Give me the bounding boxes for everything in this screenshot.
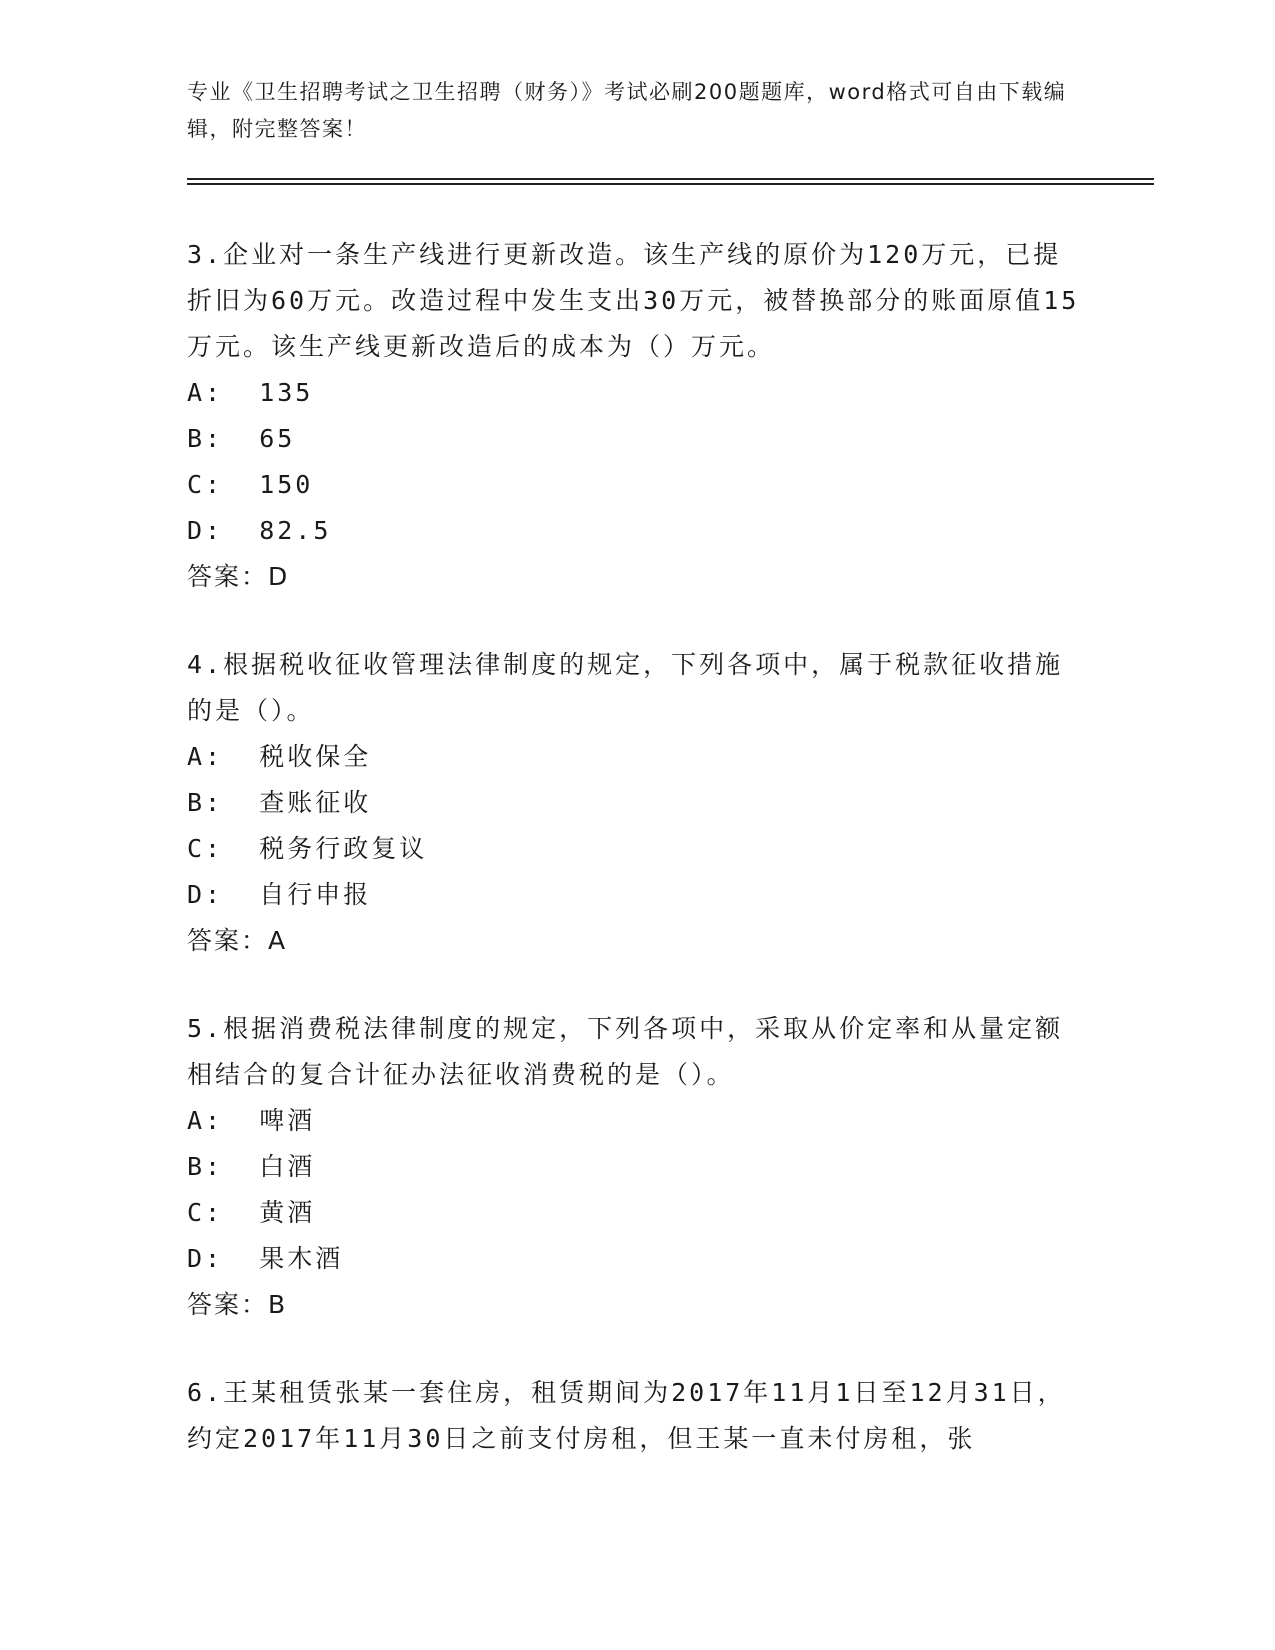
option-c: C: 150 [187,470,314,499]
question-text: 4.根据税收征收管理法律制度的规定，下列各项中，属于税款征收措施的是（）。 [187,650,1064,725]
question-text: 6.王某租赁张某一套住房，租赁期间为2017年11月1日至12月31日，约定2017年11月30日之前支付房租，但王某一直未付房租，张 [187,1378,1066,1453]
header-divider-bottom [187,183,1154,185]
option-b: B: 65 [187,424,296,453]
option-d: D: 82.5 [187,516,332,545]
question-text: 3.企业对一条生产线进行更新改造。该生产线的原价为120万元，已提折旧为60万元。改造过程中发生支出30万元，被替换部分的账面原值15万元。该生产线更新改造后的成本为（）万元。 [187,240,1080,361]
question-list [187,232,1087,1504]
answer-line: 答案：B [187,1290,288,1319]
answer-line: 答案：D [187,562,290,591]
header-divider-top [187,178,1154,180]
option-b: B: 白酒 [187,1152,316,1181]
option-d: D: 果木酒 [187,1244,344,1273]
answer-line: 答案：A [187,926,288,955]
question-5 [187,1006,1087,1328]
question-6 [187,1370,1087,1462]
document-header: 专业《卫生招聘考试之卫生招聘（财务）》考试必刷200题题库，word格式可自由下载编辑，附完整答案！ [187,80,1067,141]
option-a: A: 135 [187,378,314,407]
option-d: D: 自行申报 [187,880,372,909]
question-4 [187,642,1087,964]
option-c: C: 税务行政复议 [187,834,428,863]
option-b: B: 查账征收 [187,788,372,817]
question-text: 5.根据消费税法律制度的规定，下列各项中，采取从价定率和从量定额相结合的复合计征办法征收消费税的是（）。 [187,1014,1064,1089]
question-3 [187,232,1087,600]
option-c: C: 黄酒 [187,1198,316,1227]
option-a: A: 税收保全 [187,742,372,771]
option-a: A: 啤酒 [187,1106,316,1135]
